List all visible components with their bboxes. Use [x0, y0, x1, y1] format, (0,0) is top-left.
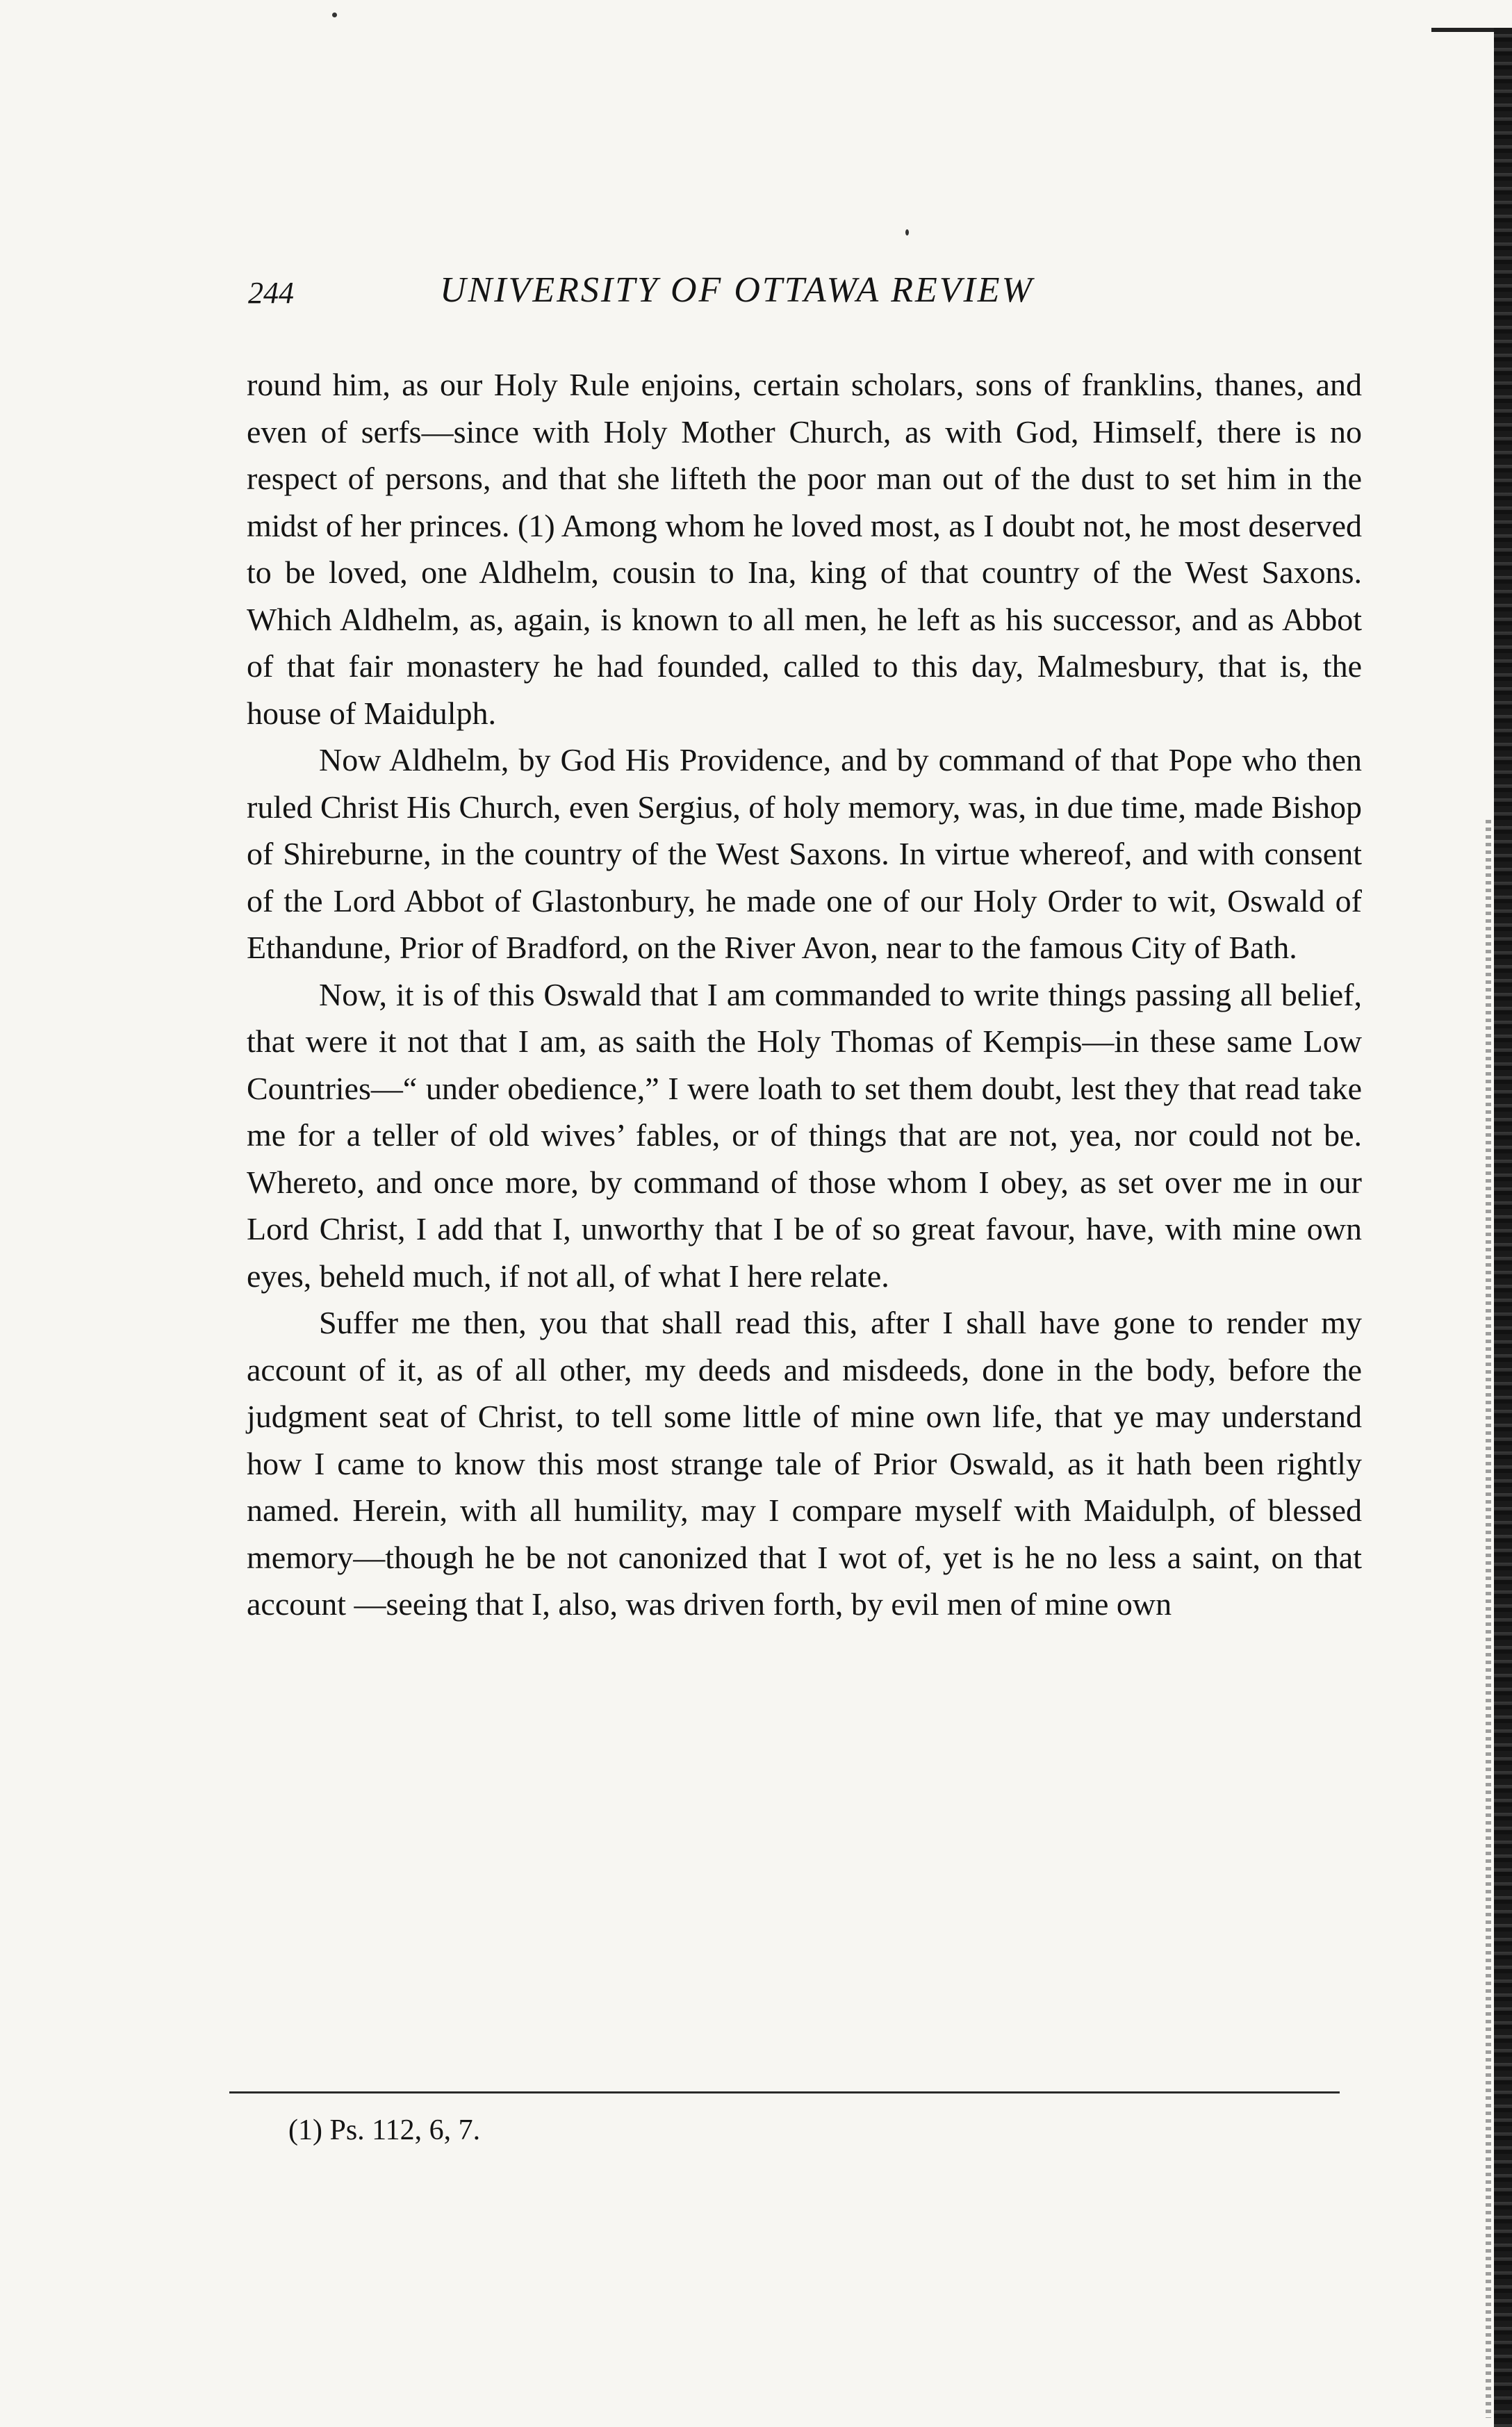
- print-speck: [332, 13, 337, 17]
- page-edge-shadow: [1494, 28, 1512, 2427]
- page-number: 244: [248, 276, 294, 310]
- footnote-rule: [229, 2091, 1340, 2093]
- page-edge-inner: [1486, 820, 1491, 2418]
- running-head: UNIVERSITY OF OTTAWA REVIEW: [440, 270, 1034, 310]
- paragraph: round him, as our Holy Rule enjoins, certain scholars, sons of franklins, thanes, and even of serfs—since with Holy Mother Church, as with God, Himself, there is no respect of persons, and that she lifteth the poor man out of the dust to set him in the midst of her princes. (1) Among whom he loved most, as I doubt not, he most deserved to be loved, one Aldhelm, cousin to Ina, king of that country of the West Saxons. Which Aldhelm, as, again, is known to all men, he left as his successor, and as Abbot of that fair monastery he had founded, called to this day, Malmesbury, that is, the house of Maidulph.: [247, 367, 1362, 731]
- footnote: (1) Ps. 112, 6, 7.: [288, 2114, 481, 2146]
- paragraph: Suffer me then, you that shall read this, after I shall have gone to render my account of it, as of all other, my deeds and misdeeds, done in the body, before the judgment seat of Christ, to tell some little of mine own life, that ye may understand how I came to know this most strange tale of Prior Oswald, as it hath been rightly named. Herein, with all humility, may I compare myself with Maidulph, of blessed memory—though he be not canonized that I wot of, yet is he no less a saint, on that account —seeing that I, also, was driven forth, by evil men of mine own: [247, 1305, 1362, 1622]
- paragraph: Now, it is of this Oswald that I am commanded to write things passing all belief, that were it not that I am, as saith the Holy Thomas of Kempis—in these same Low Countries—“ under obedience,” I were loath to set them doubt, lest they that read take me for a teller of old wives’ fables, or of things that are not, yea, nor could not be. Whereto, and once more, by command of those whom I obey, as set over me in our Lord Christ, I add that I, unworthy that I be of so great favour, have, with mine own eyes, beheld much, if not all, of what I here relate.: [247, 976, 1362, 1294]
- page-edge-top: [1431, 28, 1494, 32]
- paragraph: Now Aldhelm, by God His Providence, and by command of that Pope who then ruled Christ His Church, even Sergius, of holy memory, was, in due time, made Bishop of Shireburne, in the country of the West Saxons. In virtue whereof, and with consent of the Lord Abbot of Glastonbury, he made one of our Holy Order to wit, Oswald of Ethandune, Prior of Bradford, on the River Avon, near to the famous City of Bath.: [247, 742, 1362, 965]
- page-header: [248, 270, 1346, 332]
- body-text: [247, 361, 1362, 1628]
- print-speck: [905, 229, 909, 236]
